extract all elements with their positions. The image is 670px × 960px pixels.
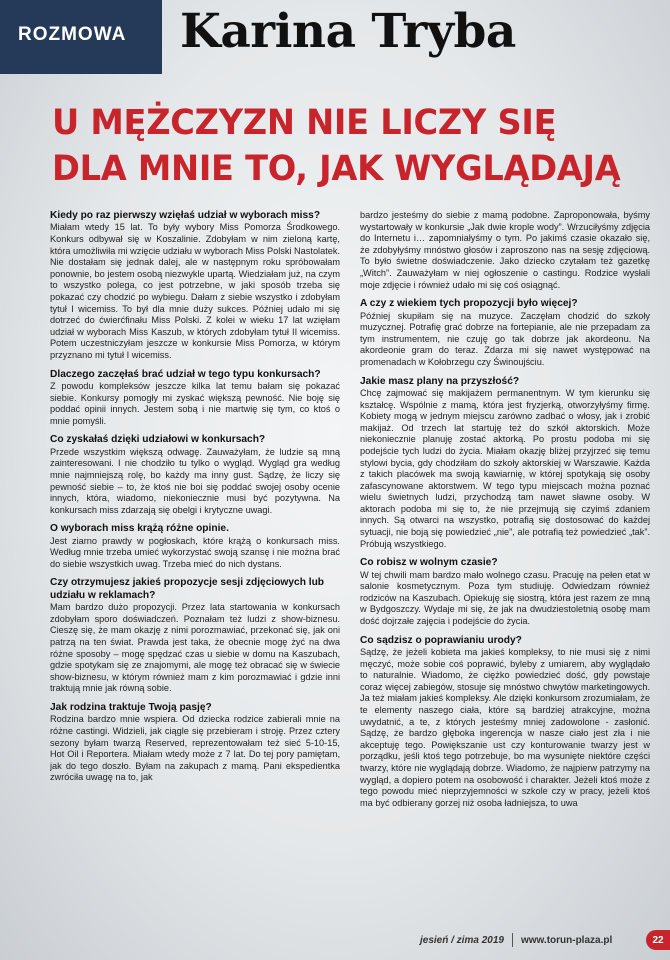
page-footer — [420, 928, 670, 952]
interview-question: Czy otrzymujesz jakieś propozycje sesji zdjęciowych lub udziału w reklamach? — [50, 577, 325, 601]
interview-question: Co sądzisz o poprawianiu urody? — [360, 634, 522, 646]
issue-season: jesień / zima 2019 — [420, 934, 504, 946]
section-badge: ROZMOWA — [0, 0, 162, 74]
interview-answer: Rodzina bardzo mnie wspiera. Od dziecka rodzice zabierali mnie na różne castingi. Widzieli, jak ciągle się przebieram i stroję. Przez cztery sezony byłam twarzą Reserved, reprezentowałam też sieć 5-10-15, Hot Oil i Reportera. Miałam wtedy może z 7 lat. Do tej pory pamiętam, jak do tego doszło. Byłam na zakupach z mamą. Pani ekspedientka zwróciła uwagę na to, jak — [50, 714, 340, 783]
interview-answer: bardzo jesteśmy do siebie z mamą podobne. Zaproponowała, byśmy wystartowały w konkursie „Jak dwie krople wody”. Wrzuciłyśmy zdjęcia do Internetu i… zapomniałyśmy o tym. Po jakimś czasie okazało się, że zdobyłyśmy mnóstwo głosów i zaproszono nas na sesję zdjęciową. To było świetne doświadczenie. Jako dziecko czytałam też gazetkę „Witch”. Zauważyłam w niej ogłoszenie o castingu. Rodzice wysłali moje zdjęcie i również udało mi się coś osiągnąć. — [360, 210, 650, 290]
headline-line-2: DLA MNIE TO, JAK WYGLĄDAJĄ — [52, 149, 621, 189]
article-column-left — [50, 210, 340, 900]
interview-answer: Miałam wtedy 15 lat. To były wybory Miss Pomorza Środkowego. Konkurs odbywał się w Koszalinie. Zdobyłam w nim zieloną kartę, która umożliwiła mi wzięcie udziału w wyborach Miss Polski Nastolatek. Nie dostałam się jednak dalej, ale w następnym roku spróbowałam ponownie, bo jestem osobą niezwykle upartą. Wiedziałam już, na czym to wszystko polega, co jest potrzebne, w jaki sposób trzeba się pokazać czy chodzić po wybiegu. Dałam z siebie wszystko i zdobyłam tytuł I wicemiss. To był dla mnie duży sukces. Później udało mi się dotrzeć do ćwierćfinału Miss Polski. Z kolei w wieku 17 lat wzięłam udział w wyborach Miss Kaszub, w których zdobyłam tytuł II wicemiss. Potem uczestniczyłam jeszcze w konkursie Miss Pomorza, w którym przyznano mi tytuł I wicemiss. — [50, 222, 340, 360]
interview-answer: Przede wszystkim większą odwagę. Zauważyłam, że ludzie są mną zainteresowani. I nie chodziło tu tylko o wygląd. Wygląd gra według mnie najmniejszą rolę, bo każdy ma inny gust. Sądzę, że liczy się pewność siebie – to, że ktoś nie boi się poddać swojej osoby ocenie innych, która, wiadomo, niekoniecznie musi być pozytywna. Na konkursach miss zdarzają się obelgi i krytyczne uwagi. — [50, 446, 340, 515]
article-column-right — [360, 210, 650, 900]
interview-question: A czy z wiekiem tych propozycji było więcej? — [360, 298, 578, 310]
interviewee-name: Karina Tryba — [180, 4, 516, 59]
interview-answer: Później skupiłam się na muzyce. Zaczęłam chodzić do szkoły muzycznej. Potrafię grać dobrze na fortepianie, ale nie przepadam za tym instrumentem, nie czuję go tak dobrze jak akordeonu. Na akordeonie gram do teraz. Zdarza mi się nawet występować na promenadach w Kołobrzegu czy Świnoujściu. — [360, 310, 650, 367]
headline — [52, 100, 628, 192]
interview-question: Co robisz w wolnym czasie? — [360, 557, 498, 569]
interview-answer: Chcę zajmować się makijażem permanentnym. W tym kierunku się kształcę. Wspólnie z mamą, która jest fryzjerką, otworzyłyśmy firmę. Kobiety mogą w jednym miejscu zarówno zadbać o włosy, jak i zrobić makijaż. Od trzech lat startuję też do szkół aktorskich. Może niekoniecznie planuję zostać aktorką. Po prostu podoba mi się podejście tych ludzi do życia. Miałam okazję bliżej przyjrzeć się temu stylowi bycia, gdy chodziłam do szkoły aktorskiej w Warszawie. Każda z takich placówek ma swoją kawiarnię, w której spotykają się osoby zafascynowane aktorstwem. W tego typu miejscach można poznać wielu świetnych ludzi, przychodzą tam nawet sławne osoby. W aktorach podoba mi się to, że nie przejmują się czyimś zdaniem innych. Są otwarci na wszystko, potrafią się dostosować do każdej sytuacji, nie boją się powiedzieć „nie”, ale potrafią też powiedzieć „tak”. Próbują wszystkiego. — [360, 387, 650, 549]
headline-line-1: U MĘŻCZYZN NIE LICZY SIĘ — [52, 103, 557, 143]
interview-answer: Jest ziarno prawdy w pogłoskach, które krążą o konkursach miss. Według mnie trzeba umieć wykorzystać swoją szansę i nie można brać do siebie wszystkich uwag. Trzeba mieć do nich dystans. — [50, 535, 340, 569]
interview-question: Kiedy po raz pierwszy wzięłaś udział w wyborach miss? — [50, 210, 321, 221]
interview-question: Co zyskałaś dzięki udziałowi w konkursach? — [50, 434, 266, 446]
page-number: 22 — [646, 930, 670, 950]
interview-answer: W tej chwili mam bardzo mało wolnego czasu. Pracuję na pełen etat w salonie kosmetycznym. Poza tym studiuję. Odwiedzam również rodziców na Kaszubach. Opiekuję się siostrą, która jest razem ze mną w Bydgoszczy. Wydaje mi się, że jak na dwudziestoletnią osobę mam dość dojrzałe zajęcia i podejście do życia. — [360, 569, 650, 627]
footer-divider — [512, 933, 513, 947]
interview-question: Jakie masz plany na przyszłość? — [360, 375, 520, 387]
website-url: www.torun-plaza.pl — [520, 934, 613, 946]
interview-question: Dlaczego zaczęłaś brać udział w tego typu konkursach? — [50, 368, 321, 380]
interview-answer: Z powodu kompleksów jeszcze kilka lat temu bałam się pokazać siebie. Konkursy pomogły mi zyskać większą pewność. Nie boję się poddać opinii innych. Jestem sobą i nie martwię się tym, co ktoś o mnie pomyśli. — [50, 380, 340, 426]
interview-answer: Sądzę, że jeżeli kobieta ma jakieś kompleksy, to nie musi się z nimi męczyć, może sobie coś poprawić, byleby z umiarem, aby wyglądało to naturalnie. Wiadomo, że ciężko powiedzieć dość, gdy powstaje coraz więcej zabiegów, stosuje się mnóstwo chwytów marketingowych. Ja też miałam jakieś kompleksy. Ale dzięki konkursom zrozumiałam, że te elementy naszego ciała, które są bardziej atrakcyjne, można uwydatnić, a te, z których jesteśmy mniej zadowolone - zasłonić. Sądzę, że bardzo głęboka ingerencja w nasze ciało jest zła i nie akceptuję tego. Powiększanie ust czy konturowanie twarzy jest w porządku, jeśli ktoś tego potrzebuje, bo ma wysunięte niektóre części twarzy, które nie wyglądają dobrze. Wiadomo, że najpierw patrzymy na wygląd, a dopiero potem na osobowość i charakter. Jeżeli ktoś może z tego powodu mieć nieprzyjemności w szkole czy w pracy, jeżeli ktoś ma być odbierany gorzej niż osoba ładniejsza, to uwa — [360, 647, 650, 808]
interview-question: Jak rodzina traktuje Twoją pasję? — [50, 702, 212, 714]
interview-answer: Mam bardzo dużo propozycji. Przez lata startowania w konkursach zdobyłam sporo doświadczeń. Poznałam też ludzi z show-biznesu. Cieszę się, że mam okazję z nimi porozmawiać, przekonać się, jak oni patrzą na ten świat. Prawda jest taka, że obecnie mogę żyć na dwa różne sposoby – mogę spędzać czas u siebie w domu na Kaszubach, gdzie spotykam się ze znajomymi, ale mogę też obracać się w świecie show-biznesu, w którym również mam z kim porozmawiać i gdzie inni traktują mnie jak równą sobie. — [50, 602, 340, 694]
interview-question: O wyborach miss krążą różne opinie. — [50, 523, 229, 535]
article-body — [50, 210, 650, 900]
